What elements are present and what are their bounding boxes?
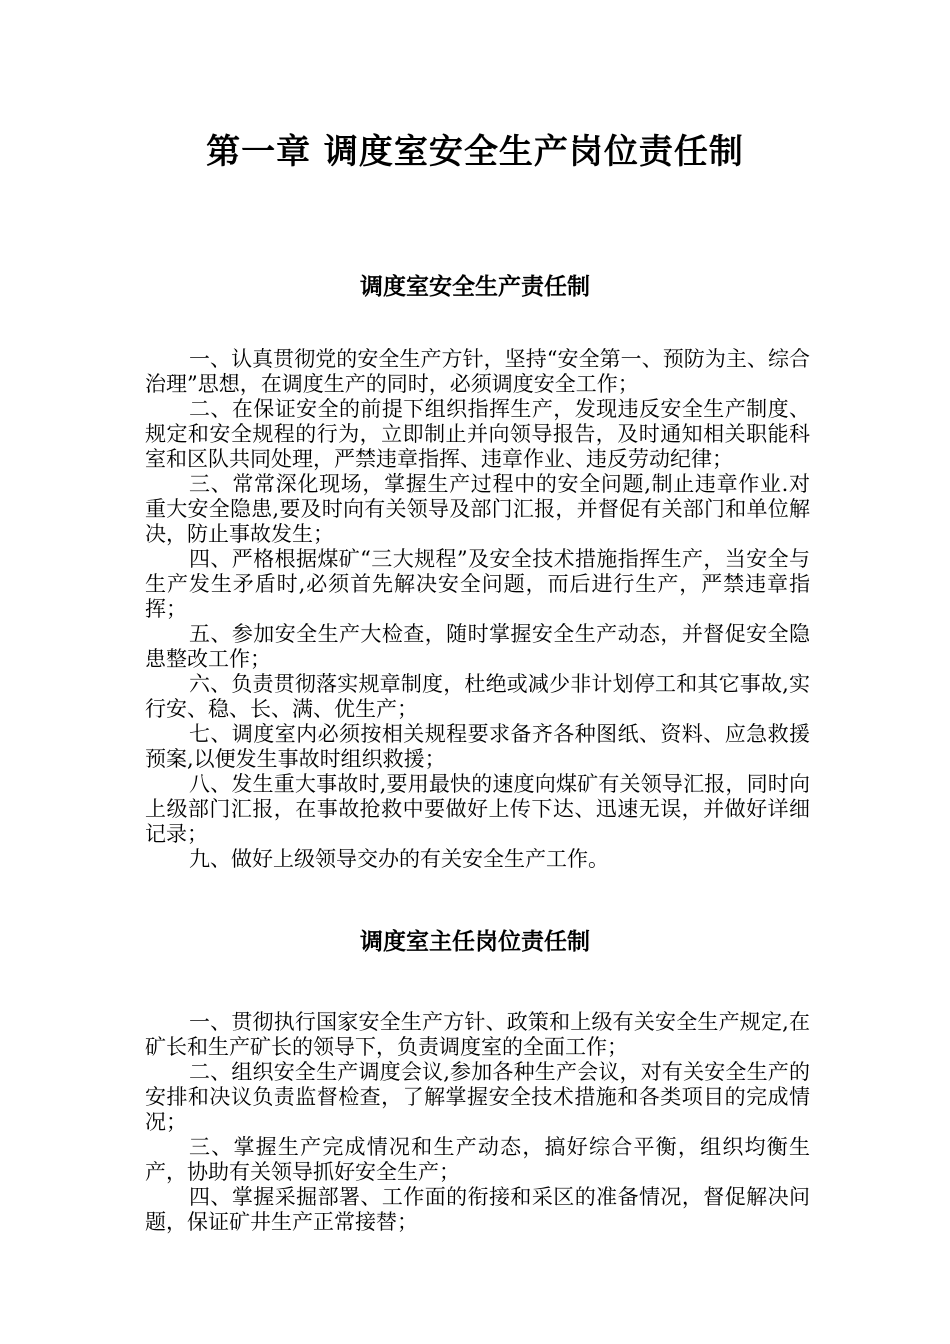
- clause-paragraph: 六、负责贯彻落实规章制度，杜绝或减少非计划停工和其它事故,实行安、稳、长、满、优生产；: [145, 672, 810, 721]
- section-body-dispatch-safety-responsibility: [145, 347, 810, 872]
- clause-paragraph: 一、贯彻执行国家安全生产方针、政策和上级有关安全生产规定,在矿长和生产矿长的领导下，负责调度室的全面工作；: [145, 1010, 810, 1059]
- clause-paragraph: 四、掌握采掘部署、工作面的衔接和采区的准备情况，督促解决问题，保证矿井生产正常接替；: [145, 1185, 810, 1234]
- clause-paragraph: 二、组织安全生产调度会议,参加各种生产会议，对有关安全生产的安排和决议负责监督检查，了解掌握安全技术措施和各类项目的完成情况；: [145, 1060, 810, 1134]
- clause-paragraph: 五、参加安全生产大检查，随时掌握安全生产动态，并督促安全隐患整改工作；: [145, 622, 810, 671]
- clause-paragraph: 三、常常深化现场，掌握生产过程中的安全问题,制止违章作业.对重大安全隐患,要及时向有关领导及部门汇报，并督促有关部门和单位解决，防止事故发生；: [145, 472, 810, 546]
- section-title-dispatch-safety-responsibility: 调度室安全生产责任制: [360, 274, 590, 300]
- section-title-dispatch-director-responsibility: 调度室主任岗位责任制: [360, 929, 590, 955]
- clause-paragraph: 七、调度室内必须按相关规程要求备齐各种图纸、资料、应急救援预案,以便发生事故时组织救援；: [145, 722, 810, 771]
- clause-paragraph: 四、严格根据煤矿“三大规程”及安全技术措施指挥生产，当安全与生产发生矛盾时,必须首先解决安全问题，而后进行生产，严禁违章指挥；: [145, 547, 810, 621]
- clause-paragraph: 一、认真贯彻党的安全生产方针，坚持“安全第一、预防为主、综合治理”思想，在调度生产的同时，必须调度安全工作；: [145, 347, 810, 396]
- clause-paragraph: 二、在保证安全的前提下组织指挥生产，发现违反安全生产制度、规定和安全规程的行为，立即制止并向领导报告，及时通知相关职能科室和区队共同处理，严禁违章指挥、违章作业、违反劳动纪律；: [145, 397, 810, 471]
- chapter-title: 第一章 调度室安全生产岗位责任制: [206, 132, 744, 172]
- section-body-dispatch-director-responsibility: [145, 1010, 810, 1235]
- clause-paragraph: 八、发生重大事故时,要用最快的速度向煤矿有关领导汇报，同时向上级部门汇报，在事故抢救中要做好上传下达、迅速无误，并做好详细记录；: [145, 772, 810, 846]
- clause-paragraph: 九、做好上级领导交办的有关安全生产工作。: [189, 847, 609, 871]
- clause-paragraph: 三、掌握生产完成情况和生产动态，搞好综合平衡，组织均衡生产，协助有关领导抓好安全生产；: [145, 1135, 810, 1184]
